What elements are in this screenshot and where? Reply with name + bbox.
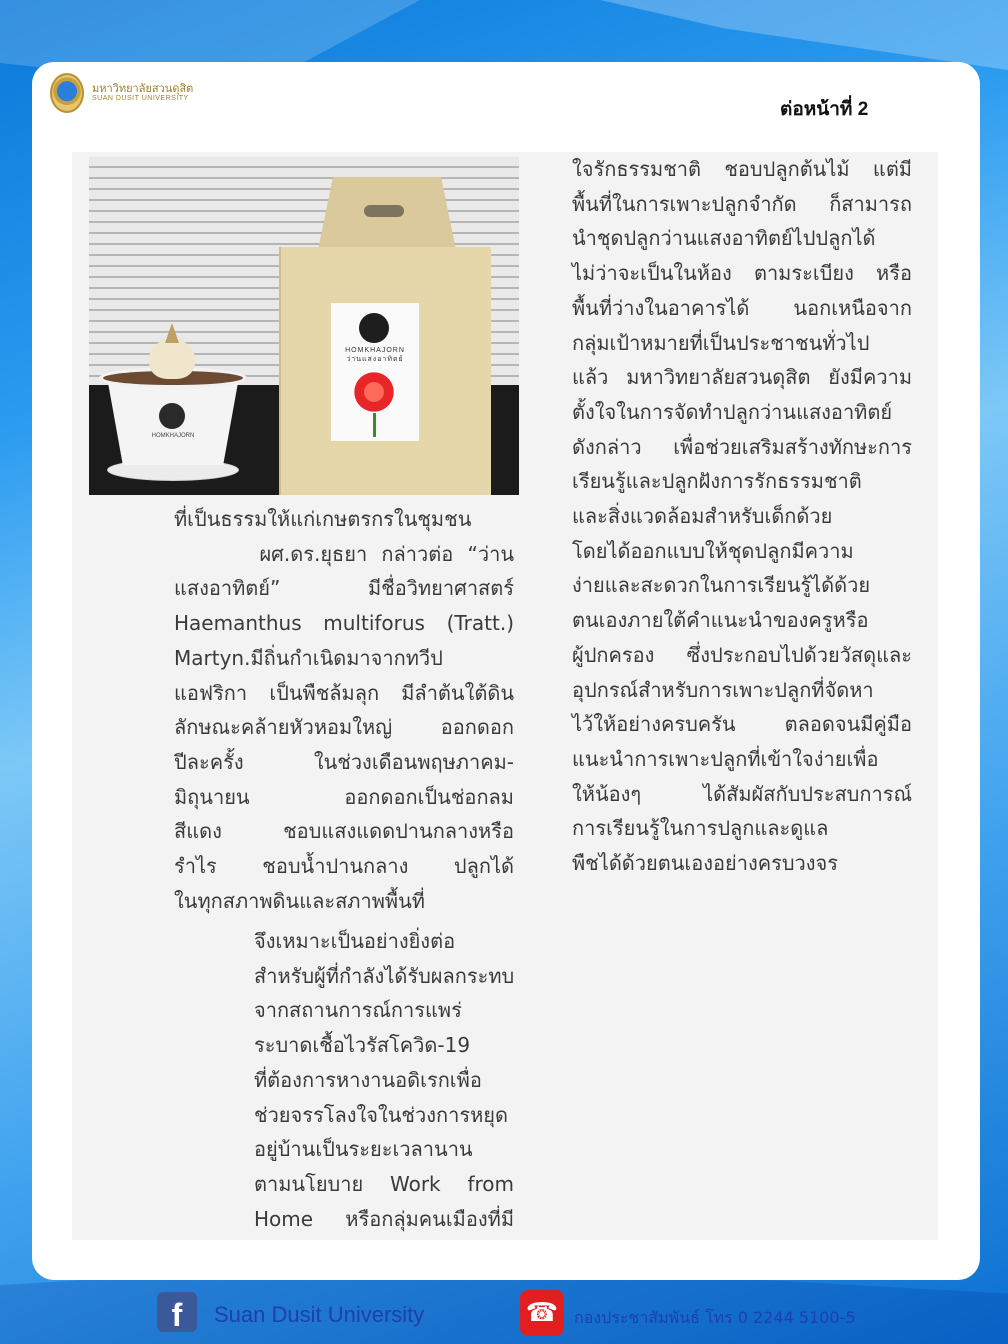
phone-icon: ☎ [520,1290,564,1336]
brand-mark-icon [359,313,389,343]
article-line: แอฟริกา เป็นพืชล้มลุก มีลำต้นใต้ดิน [174,680,514,705]
phone-contact-text: กองประชาสัมพันธ์ โทร 0 2244 5100-5 [574,1308,856,1327]
article-line: มิถุนายน ออกดอกเป็นช่อกลม [174,784,514,809]
article-line: แสงอาทิตย์” มีชื่อวิทยาศาสตร์ [174,576,514,601]
facebook-link[interactable]: Suan Dusit University [214,1302,425,1327]
article-line: แนะนำการเพาะปลูกที่เข้าใจง่ายเพื่อ [572,746,879,771]
article-line: แล้ว มหาวิทยาลัยสวนดุสิต ยังมีความ [572,365,912,390]
article-right-column [572,152,912,881]
article-line: กลุ่มเป้าหมายที่เป็นประชาชนทั่วไป [572,330,870,355]
article-line: สีแดง ชอบแสงแดดปานกลางหรือ [174,819,514,844]
article-line: นำชุดปลูกว่านแสงอาทิตย์ไปปลูกได้ [572,226,876,251]
plant-pot [99,367,247,485]
article-line: ปีละครั้ง ในช่วงเดือนพฤษภาคม- [174,749,514,774]
pot-brand-mark-icon [159,403,185,429]
article-line: พื้นที่ว่างในอาคารได้ นอกเหนือจาก [572,295,912,320]
article-line: ตั้งใจในการจัดทำปลูกว่านแสงอาทิตย์ [572,399,893,424]
article-line: Haemanthus multiforus (Tratt.) [174,611,514,636]
article-line: ผู้ปกครอง ซึ่งประกอบไปด้วยวัสดุและ [572,642,912,667]
article-line: ในทุกสภาพดินและสภาพพื้นที่ [174,888,425,913]
flower-stem [373,413,376,437]
box-handle-hole [364,205,404,217]
article-line: สำหรับผู้ที่กำลังได้รับผลกระทบ [254,963,515,988]
product-box [279,177,491,495]
article-line: เรียนรู้และปลูกฝังการรักธรรมชาติ [572,469,862,494]
university-logo [50,73,193,113]
article-line: พื้นที่ในการเพาะปลูกจำกัด ก็สามารถ [572,191,912,216]
article-line: ไม่ว่าจะเป็นในห้อง ตามระเบียง หรือ [572,261,912,286]
article-photo [89,157,519,495]
box-label [331,303,419,441]
plant-bulb [149,339,195,379]
article-line: ตนเองภายใต้คำแนะนำของครูหรือ [572,608,869,633]
article-line: ที่เป็นธรรมให้แก่เกษตรกรในชุมชน [174,507,472,531]
article-left-indent-column [254,924,514,1236]
article-line: ผศ.ดร.ยุธยา กล่าวต่อ “ว่าน [174,541,514,566]
article-left-column [174,502,514,918]
article-line: การเรียนรู้ในการปลูกและดูแล [572,816,829,841]
article-line: ลักษณะคล้ายหัวหอมใหญ่ ออกดอก [174,715,514,740]
article-line: ระบาดเชื้อไวรัสโควิด-19 [254,1033,471,1058]
article-line: ที่ต้องการหางานอดิเรกเพื่อ [254,1067,482,1092]
logo-thai-name: มหาวิทยาลัยสวนดุสิต [92,82,194,96]
article-line: ไว้ให้อย่างครบครัน ตลอดจนมีคู่มือ [572,712,912,737]
article-line: Martyn.มีถิ่นกำเนิดมาจากทวีป [174,645,443,670]
box-brand-text: HOMKHAJORN [345,347,405,354]
university-seal-icon [50,73,84,113]
article-line: อุปกรณ์สำหรับการเพาะปลูกที่จัดหา [572,677,874,702]
article-line: และสิ่งแวดล้อมสำหรับเด็กด้วย [572,504,833,529]
facebook-icon[interactable]: f [157,1292,197,1332]
continued-page-label: ต่อหน้าที่ 2 [780,99,869,120]
article-line: โดยได้ออกแบบให้ชุดปลูกมีความ [572,538,854,563]
article-line: พืชได้ด้วยตนเองอย่างครบวงจร [572,851,839,876]
flower-icon [351,369,397,415]
article-line: อยู่บ้านเป็นระยะเวลานาน [254,1137,473,1162]
article-line: จึงเหมาะเป็นอย่างยิ่งต่อ [254,929,456,953]
footer [0,1280,1008,1344]
background-facet [600,0,1008,70]
article-line: ให้น้องๆ ได้สัมผัสกับประสบการณ์ [572,781,912,806]
article-line: ใจรักธรรมชาติ ชอบปลูกต้นไม้ แต่มี [572,157,912,181]
article-line: รำไร ชอบน้ำปานกลาง ปลูกได้ [174,854,514,879]
article-line: จากสถานการณ์การแพร่ [254,998,462,1023]
article-line: ง่ายและสะดวกในการเรียนรู้ได้ด้วย [572,573,871,598]
logo-english-name: SUAN DUSIT UNIVERSITY [92,95,189,103]
article-line: ดังกล่าว เพื่อช่วยเสริมสร้างทักษะการ [572,434,912,459]
box-product-text: ว่านแสงอาทิตย์ [346,356,404,363]
pot-brand-text: HOMKHAJORN [151,433,195,439]
article-line: ตามนโยบาย Work from [254,1171,514,1196]
article-line: Home หรือกลุ่มคนเมืองที่มี [254,1206,514,1231]
article-line: ช่วยจรรโลงใจในช่วงการหยุด [254,1102,508,1127]
